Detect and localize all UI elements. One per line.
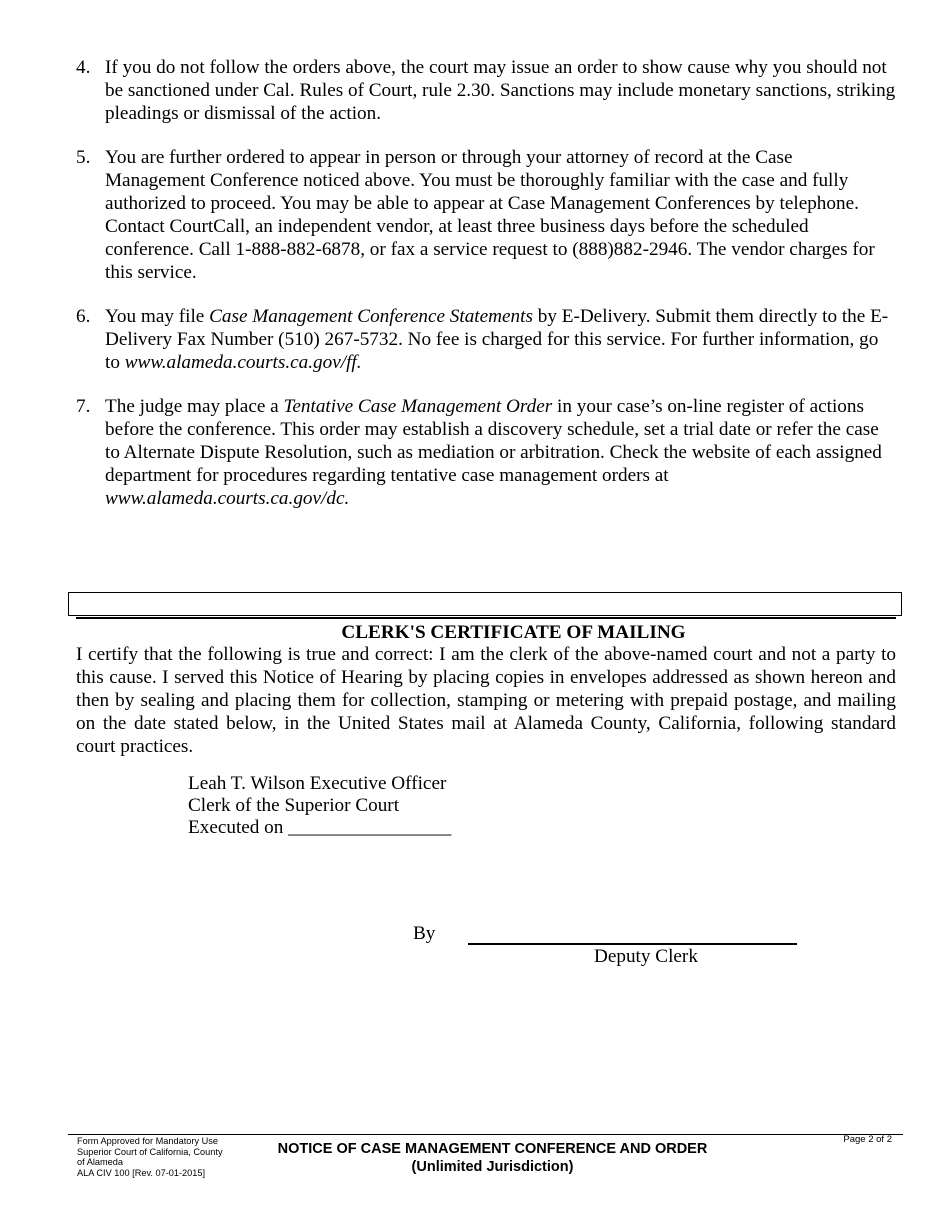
order-item-4	[76, 56, 896, 125]
item-number: 7.	[76, 396, 91, 417]
section-divider	[76, 617, 896, 619]
item-text: You are further ordered to appear in person or through your attorney of record at the Case Management Conference noticed above. You must be thoroughly familiar with the case and fully authorized to proceed. You may be able to appear at Case Management Conferences by telephone. Contact CourtCall, an independent vendor, at least three business days before the scheduled conference. Call 1-888-882-6878, or fax a service request to (888)882-2946. The vendor charges for this service.	[105, 147, 875, 283]
item-text-pre: The judge may place a	[105, 396, 284, 417]
item-text-pre: You may file	[105, 306, 210, 327]
form-title	[230, 1140, 755, 1176]
order-item-6	[76, 305, 896, 374]
signature-block	[188, 773, 451, 839]
item-number: 6.	[76, 306, 91, 327]
item-number: 5.	[76, 147, 91, 168]
edelivery-url: www.alameda.courts.ca.gov/ff.	[124, 352, 362, 373]
clerk-title: Clerk of the Superior Court	[188, 795, 400, 816]
empty-box	[68, 592, 902, 616]
item-text-italic: Case Management Conference Statements	[209, 306, 533, 327]
executed-on-line: Executed on _________________	[188, 817, 452, 838]
footer-divider	[68, 1134, 903, 1135]
item-text-mid: by E-Delivery. Submit them directly to the E-Delivery Fax Number (510) 267-5732. No fee is charged for this service. For further information, go to	[105, 306, 889, 373]
item-text-italic: Tentative Case Management Order	[283, 396, 553, 417]
by-label: By	[413, 923, 436, 944]
item-number: 4.	[76, 57, 91, 78]
order-item-7	[76, 395, 896, 510]
form-title-sub: (Unlimited Jurisdiction)	[411, 1159, 574, 1175]
certificate-body: I certify that the following is true and correct: I am the clerk of the above-named court and not a party to this cause. I served this Notice of Hearing by placing copies in envelopes addressed as shown hereon and then by sealing and placing them for collection, stamping or metering with prepaid postage, and mailing on the date stated below, in the United States mail at Alameda County, California, following standard court practices.	[76, 644, 896, 757]
certificate-title: CLERK'S CERTIFICATE OF MAILING	[341, 622, 686, 643]
item-text: If you do not follow the orders above, the court may issue an order to show cause why you should not be sanctioned under Cal. Rules of Court, rule 2.30. Sanctions may include monetary sanctions, striking pleadings or dismissal of the action.	[105, 57, 896, 124]
footer-left-line: Superior Court of California, County	[77, 1146, 223, 1157]
footer-left-line: ALA CIV 100 [Rev. 07-01-2015]	[77, 1167, 206, 1178]
form-title-main: NOTICE OF CASE MANAGEMENT CONFERENCE AND ORDER	[277, 1141, 708, 1157]
order-item-5	[76, 146, 896, 284]
footer-left-line: of Alameda	[77, 1157, 123, 1167]
order-items-list	[76, 56, 896, 531]
deputy-clerk-label: Deputy Clerk	[594, 946, 698, 967]
officer-name: Leah T. Wilson Executive Officer	[188, 773, 447, 794]
item-text-mid: in your case’s on-line register of actions before the conference. This order may establish a discovery schedule, set a trial date or refer the case to Alternate Dispute Resolution, such as mediation or arbitration. Check the website of each assigned department for procedures regarding tentative case management orders at	[105, 396, 882, 486]
footer-left-line: Form Approved for Mandatory Use	[77, 1136, 218, 1146]
department-url: www.alameda.courts.ca.gov/dc.	[105, 488, 350, 509]
page-number: Page 2 of 2	[843, 1134, 892, 1145]
form-approval-info	[77, 1136, 247, 1178]
